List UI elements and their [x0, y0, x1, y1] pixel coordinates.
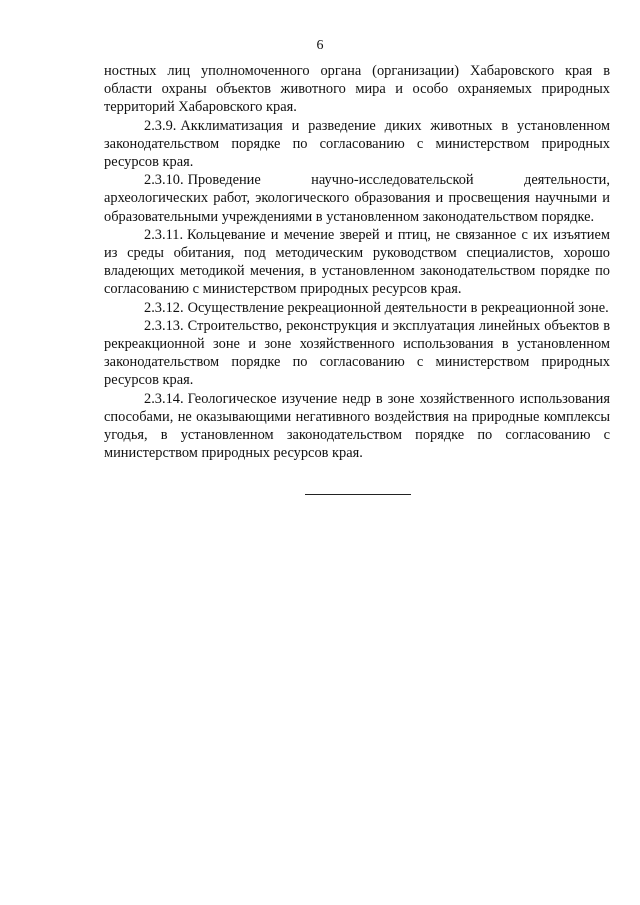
- clause-number: 2.3.14.: [144, 390, 184, 407]
- paragraph-continuation: [104, 62, 610, 117]
- clause-number: 2.3.10.: [144, 172, 184, 189]
- page-number: 6: [316, 38, 324, 53]
- clause-2-3-9: [104, 117, 610, 172]
- clause-number: 2.3.12.: [144, 299, 184, 316]
- clause-number: 2.3.11.: [144, 226, 184, 243]
- clause-text: Осуществление рекреационной деятельности в рекреационной зоне.: [187, 299, 609, 316]
- clause-2-3-14: [104, 390, 610, 463]
- clause-text: Акклиматизация и разведение диких животных в установленном законодательством порядке по согласованию с министерством природных ресурсов края.: [104, 117, 610, 171]
- clause-text: Проведение научно-исследовательской деятельности, археологических работ, экологического образования и просвещения научными и образовательными учреждениями в установленном законодательством порядке.: [104, 172, 610, 225]
- clause-text: Кольцевание и мечение зверей и птиц, не связанное с их изъятием из среды обитания, под методическим руководством специалистов, хорошо владеющих методикой мечения, в установленном законодательством порядке по согласованию с министерством природных ресурсов края.: [104, 226, 610, 298]
- clause-2-3-13: [104, 317, 610, 390]
- clause-number: 2.3.9.: [144, 117, 177, 134]
- clause-text: Геологическое изучение недр в зоне хозяйственного использования способами, не оказывающими негативного воздействия на природные комплексы угодья, в установленном законодательством порядке по согласованию с министерством природных ресурсов края.: [104, 390, 610, 462]
- paragraph-text: ностных лиц уполномоченного органа (организации) Хабаровского края в области охраны объектов животного мира и особо охраняемых природных территорий Хабаровского края.: [104, 63, 610, 116]
- end-of-document-rule: [305, 494, 411, 495]
- clause-2-3-12: [104, 299, 610, 317]
- clause-2-3-10: [104, 171, 610, 226]
- document-body: [104, 62, 610, 462]
- clause-number: 2.3.13.: [144, 317, 184, 334]
- clause-2-3-11: [104, 226, 610, 299]
- clause-text: Строительство, реконструкция и эксплуатация линейных объектов в рекреакционной зоне и зоне хозяйственного использования в установленном законодательством порядке по согласованию с министерством природных ресурсов края.: [104, 317, 610, 389]
